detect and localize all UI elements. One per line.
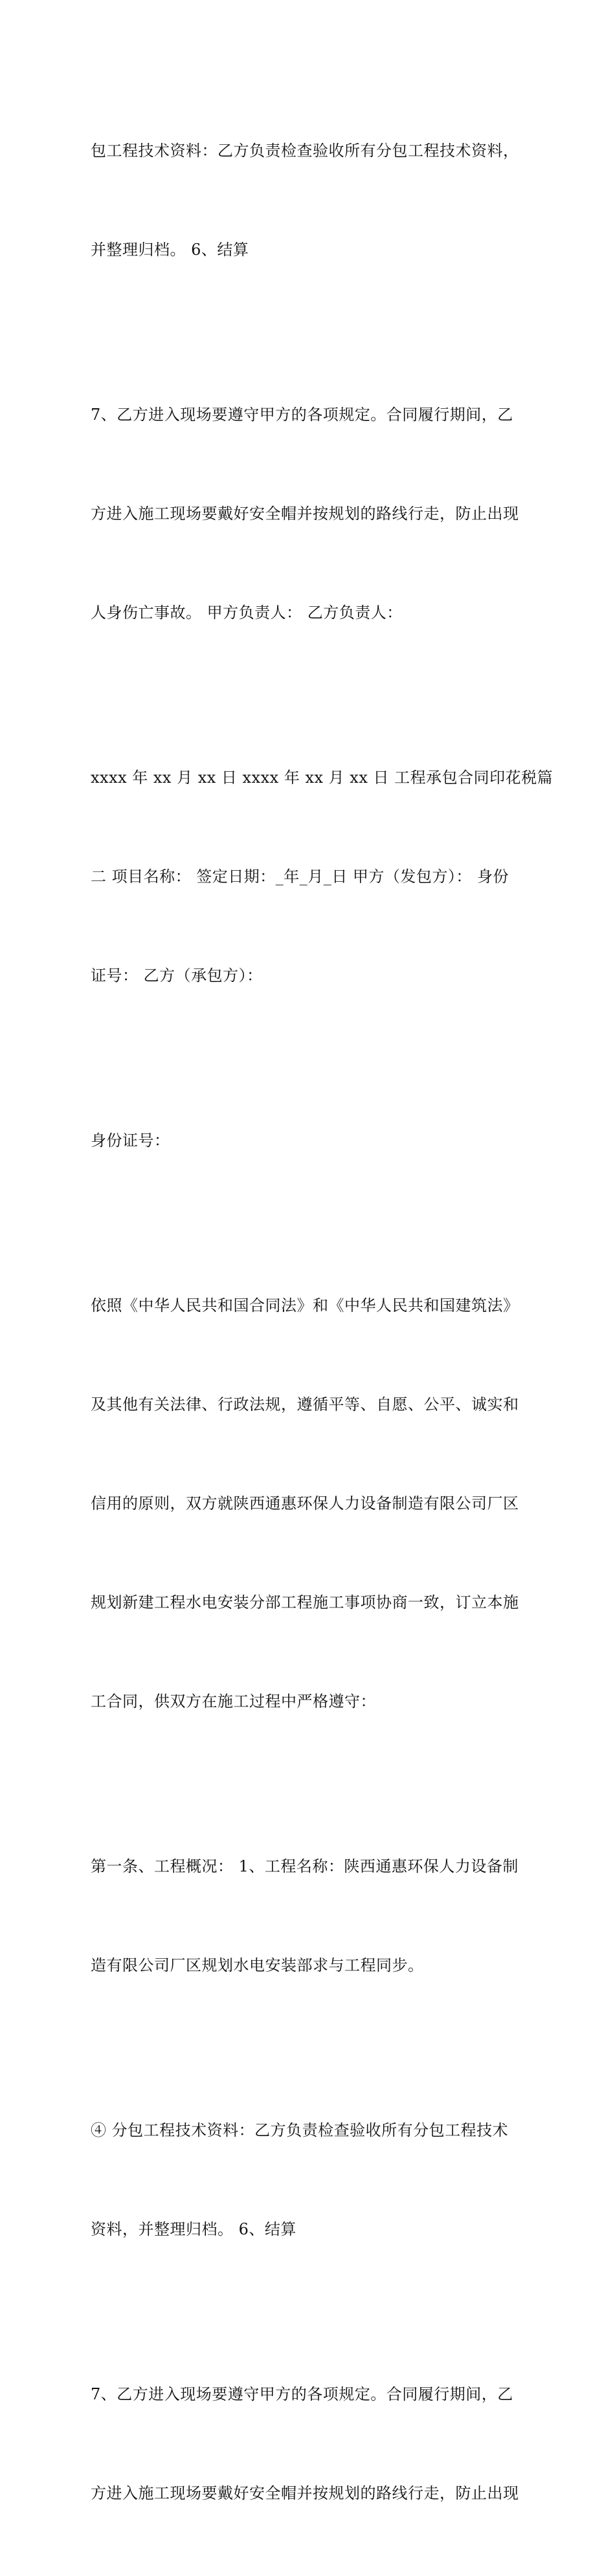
text-line: 信用的原则，双方就陕西通惠环保人力设备制造有限公司厂区: [91, 1494, 519, 1512]
paragraph-site-rules: [91, 333, 531, 695]
paragraph-legal-basis: [91, 1223, 531, 1784]
document-body: [91, 69, 554, 2576]
text-line: xxxx 年 xx 月 xx 日 xxxx 年 xx 月 xx 日 工程承包合同印花税篇: [91, 769, 554, 787]
text-line: 依照《中华人民共和国合同法》和《中华人民共和国建筑法》: [91, 1296, 519, 1315]
text-line: 工合同，供双方在施工过程中严格遵守：: [91, 1692, 376, 1710]
text-line: 二 项目名称： 签定日期：_年_月_日 甲方（发包方）： 身份: [91, 868, 509, 886]
text-line: 方进入施工现场要戴好安全帽并按规划的路线行走，防止出现: [91, 2484, 519, 2502]
text-line: 人身伤亡事故。 甲方负责人： 乙方负责人：: [91, 604, 403, 622]
text-line: 第一条、工程概况： 1、工程名称：陕西通惠环保人力设备制: [91, 1857, 519, 1875]
text-line: 及其他有关法律、行政法规，遵循平等、自愿、公平、诚实和: [91, 1395, 519, 1414]
paragraph-subcontract-records-repeat: [91, 2048, 531, 2312]
text-line: ④ 分包工程技术资料：乙方负责检查验收所有分包工程技术: [91, 2121, 509, 2139]
text-line: 并整理归档。 6、结算: [91, 241, 249, 259]
paragraph-site-rules-repeat: [91, 2312, 531, 2576]
text-line: 7、乙方进入现场要遵守甲方的各项规定。合同履行期间，乙: [91, 406, 513, 424]
paragraph-project-overview: [91, 1784, 531, 2048]
text-line: 证号： 乙方（承包方）：: [91, 966, 263, 985]
paragraph-signature-dates: [91, 695, 554, 1058]
paragraph-subcontract-records: [91, 69, 531, 333]
paragraph-id-number: [91, 1058, 531, 1223]
text-line: 7、乙方进入现场要遵守甲方的各项规定。合同履行期间，乙: [91, 2385, 513, 2403]
text-line: 资料，并整理归档。 6、结算: [91, 2220, 296, 2238]
text-line: 方进入施工现场要戴好安全帽并按规划的路线行走，防止出现: [91, 505, 519, 523]
text-line: 包工程技术资料：乙方负责检查验收所有分包工程技术资料，: [91, 142, 519, 160]
text-line: 造有限公司厂区规划水电安装部求与工程同步。: [91, 1956, 424, 1974]
text-line: 身份证号：: [91, 1131, 170, 1150]
text-line: 规划新建工程水电安装分部工程施工事项协商一致，订立本施: [91, 1593, 519, 1611]
